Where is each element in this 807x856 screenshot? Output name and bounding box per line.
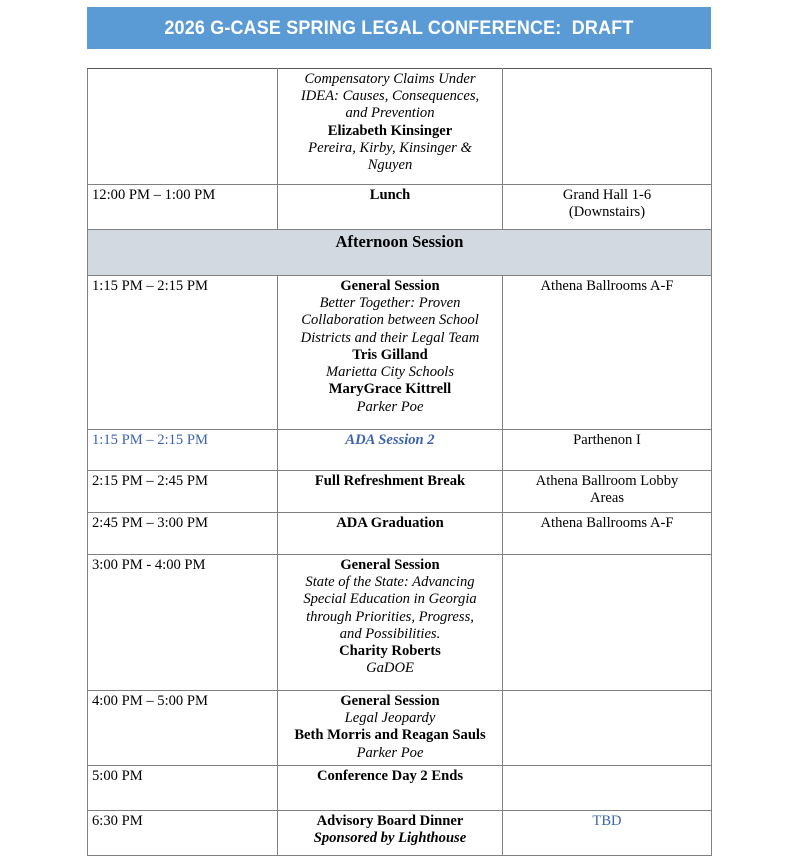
row-time-cell (88, 69, 278, 185)
session-speaker: Tris Gilland (352, 346, 428, 363)
session-title: ADA Session 2 (345, 432, 435, 448)
row-location-cell (503, 471, 712, 513)
session-topic-line: Districts and their Legal Team (300, 329, 480, 346)
time-text: 3:00 PM - 4:00 PM (92, 557, 206, 573)
table-row (88, 185, 712, 230)
row-description-cell (278, 69, 503, 185)
row-location-cell (503, 555, 712, 691)
row-location-cell (503, 766, 712, 811)
section-header-cell (88, 230, 712, 276)
row-description-cell (278, 471, 503, 513)
section-header-label: Afternoon Session (335, 232, 464, 251)
session-title: Lunch (369, 187, 411, 203)
time-text: 2:45 PM – 3:00 PM (92, 515, 208, 531)
location-line: Athena Ballroom Lobby (535, 473, 679, 489)
session-topic-line: and Prevention (345, 105, 435, 122)
session-topic-line: Collaboration between School (301, 312, 479, 329)
row-time-cell (88, 185, 278, 230)
session-affiliation-line: GaDOE (366, 660, 414, 677)
table-row (88, 691, 712, 766)
location-line: (Downstairs) (568, 204, 646, 221)
session-topic-line: Special Education in Georgia (303, 591, 477, 608)
session-speaker: Beth Morris and Reagan Sauls (294, 727, 486, 744)
location-line: Parthenon I (573, 432, 641, 448)
conference-schedule-table (87, 68, 712, 856)
table-row (88, 811, 712, 856)
session-title: General Session (340, 278, 440, 294)
row-location-cell (503, 276, 712, 430)
session-topic-line: IDEA: Causes, Consequences, (300, 88, 480, 105)
row-description-cell (278, 513, 503, 555)
row-time-cell (88, 811, 278, 856)
session-affiliation-line: Marietta City Schools (325, 364, 455, 381)
section-header-row (88, 230, 712, 276)
session-affiliation-line: Pereira, Kirby, Kinsinger & (308, 139, 472, 156)
session-topic-line: Better Together: Proven (319, 295, 461, 312)
session-title: General Session (340, 693, 440, 709)
table-row (88, 513, 712, 555)
row-time-cell (88, 430, 278, 471)
row-time-cell (88, 513, 278, 555)
session-topic-line: through Priorities, Progress, (306, 608, 474, 625)
row-description-cell (278, 430, 503, 471)
table-row (88, 276, 712, 430)
session-topic-line: Legal Jeopardy (344, 710, 436, 727)
session-title: Full Refreshment Break (314, 473, 466, 489)
table-row (88, 471, 712, 513)
table-row (88, 766, 712, 811)
time-text: 4:00 PM – 5:00 PM (92, 693, 208, 709)
row-time-cell (88, 276, 278, 430)
row-location-cell (503, 691, 712, 766)
time-text: 6:30 PM (92, 813, 143, 829)
row-time-cell (88, 471, 278, 513)
location-line: Athena Ballrooms A-F (540, 278, 674, 294)
table-row (88, 430, 712, 471)
session-speaker: MaryGrace Kittrell (328, 381, 452, 398)
session-affiliation-line: Nguyen (367, 157, 413, 174)
table-row (88, 555, 712, 691)
session-speaker: Elizabeth Kinsinger (327, 122, 453, 139)
location-line: Areas (589, 490, 625, 507)
row-time-cell (88, 555, 278, 691)
session-affiliation-line: Parker Poe (356, 744, 424, 761)
row-time-cell (88, 691, 278, 766)
row-description-cell (278, 691, 503, 766)
table-row (88, 69, 712, 185)
location-line: Grand Hall 1-6 (562, 187, 652, 203)
session-topic-line: State of the State: Advancing (305, 574, 475, 591)
session-title: Conference Day 2 Ends (316, 768, 464, 784)
session-title: Advisory Board Dinner (316, 813, 464, 829)
session-title: ADA Graduation (336, 515, 444, 531)
location-line: Athena Ballrooms A-F (540, 515, 674, 531)
row-location-cell (503, 430, 712, 471)
session-title: General Session (340, 557, 440, 573)
location-line: TBD (592, 813, 622, 829)
row-description-cell (278, 555, 503, 691)
time-text: 12:00 PM – 1:00 PM (92, 187, 216, 203)
time-text: 5:00 PM (92, 768, 143, 784)
session-topic-line: and Possibilities. (339, 625, 441, 642)
row-location-cell (503, 185, 712, 230)
time-text: 1:15 PM – 2:15 PM (92, 432, 208, 448)
time-text: 2:15 PM – 2:45 PM (92, 473, 208, 489)
conference-title-banner (87, 7, 711, 49)
row-description-cell (278, 185, 503, 230)
session-affiliation-line: Parker Poe (356, 398, 424, 415)
row-description-cell (278, 276, 503, 430)
row-location-cell (503, 69, 712, 185)
session-speaker: Charity Roberts (339, 643, 441, 660)
session-topic-line: Compensatory Claims Under (304, 71, 476, 87)
time-text: 1:15 PM – 2:15 PM (92, 278, 208, 294)
row-description-cell (278, 766, 503, 811)
row-location-cell (503, 811, 712, 856)
row-description-cell (278, 811, 503, 856)
row-location-cell (503, 513, 712, 555)
conference-title-text: 2026 G-CASE SPRING LEGAL CONFERENCE: DRAFT (164, 16, 634, 39)
row-time-cell (88, 766, 278, 811)
session-sponsor: Sponsored by Lighthouse (313, 830, 467, 847)
